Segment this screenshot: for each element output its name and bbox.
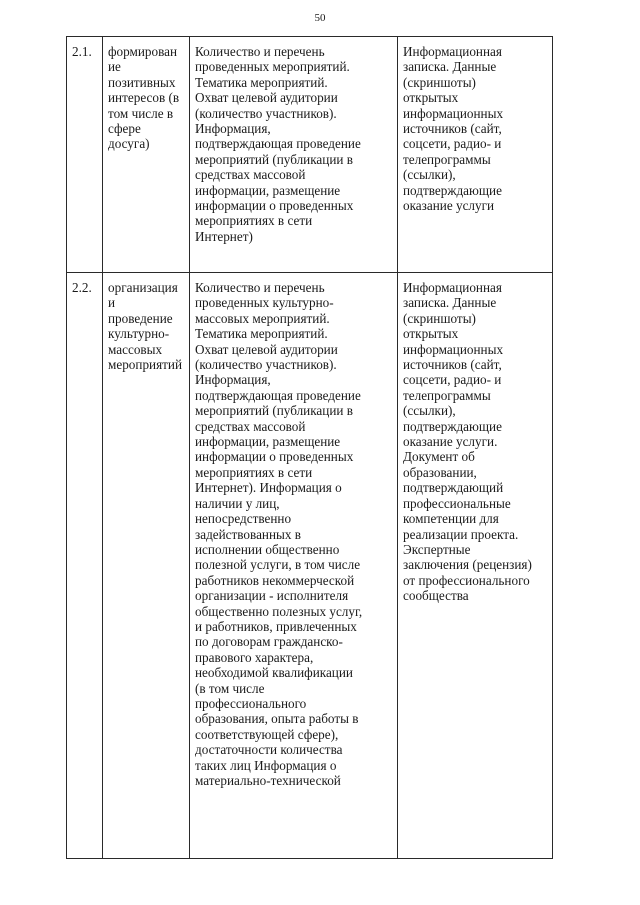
indicators-cell	[190, 37, 398, 273]
indicators-text: Количество и перечень проведенных культурно- массовых мероприятий. Тематика мероприятий. Охват целевой аудитории (количество участников). Информация, подтверждающая проведение мероприятий (публикации в средствах массовой информации, размещение информации о проведенных мероприятиях в сети Интернет). Информация о наличии у лиц, непосредственно задействованных в исполнении общественно полезной услуги, в том числе работников некоммерческой организации - исполнителя общественно полезных услуг, и работников, привлеченных по договорам гражданско- правового характера, необходимой квалификации (в том числе профессионального образования, опыта работы в соответствующей сфере), достаточности количества таких лиц Информация о материально-технической	[195, 280, 363, 788]
page-number: 50	[314, 12, 326, 24]
sources-text: Информационная записка. Данные (скриншоты) открытых информационных источников (сайт, соцсети, радио- и телепрограммы (ссылки), подтверждающие оказание услуги	[403, 44, 504, 214]
indicators-cell	[190, 273, 398, 859]
service-name: формирован ие позитивных интересов (в том числе в сфере досуга)	[108, 44, 180, 152]
service-name-cell	[103, 37, 190, 273]
service-name: организация и проведение культурно- массовых мероприятий	[108, 280, 183, 373]
row-number: 2.2.	[72, 280, 92, 295]
table-row	[67, 37, 553, 273]
sources-text: Информационная записка. Данные (скриншоты) открытых информационных источников (сайт, соцсети, радио- и телепрограммы (ссылки), подтверждающие оказание услуги. Документ об образовании, подтверждающий профессиональные компетенции для реализации проекта. Экспертные заключения (рецензия) от профессионального сообщества	[403, 280, 532, 604]
row-number-cell	[67, 273, 103, 859]
service-name-cell	[103, 273, 190, 859]
sources-cell	[398, 37, 553, 273]
indicators-text: Количество и перечень проведенных мероприятий. Тематика мероприятий. Охват целевой аудитории (количество участников). Информация, подтверждающая проведение мероприятий (публикации в средствах массовой информации, размещение информации о проведенных мероприятиях в сети Интернет)	[195, 44, 361, 244]
requirements-table	[66, 36, 553, 859]
table-row	[67, 273, 553, 859]
row-number-cell	[67, 37, 103, 273]
row-number: 2.1.	[72, 44, 92, 59]
sources-cell	[398, 273, 553, 859]
